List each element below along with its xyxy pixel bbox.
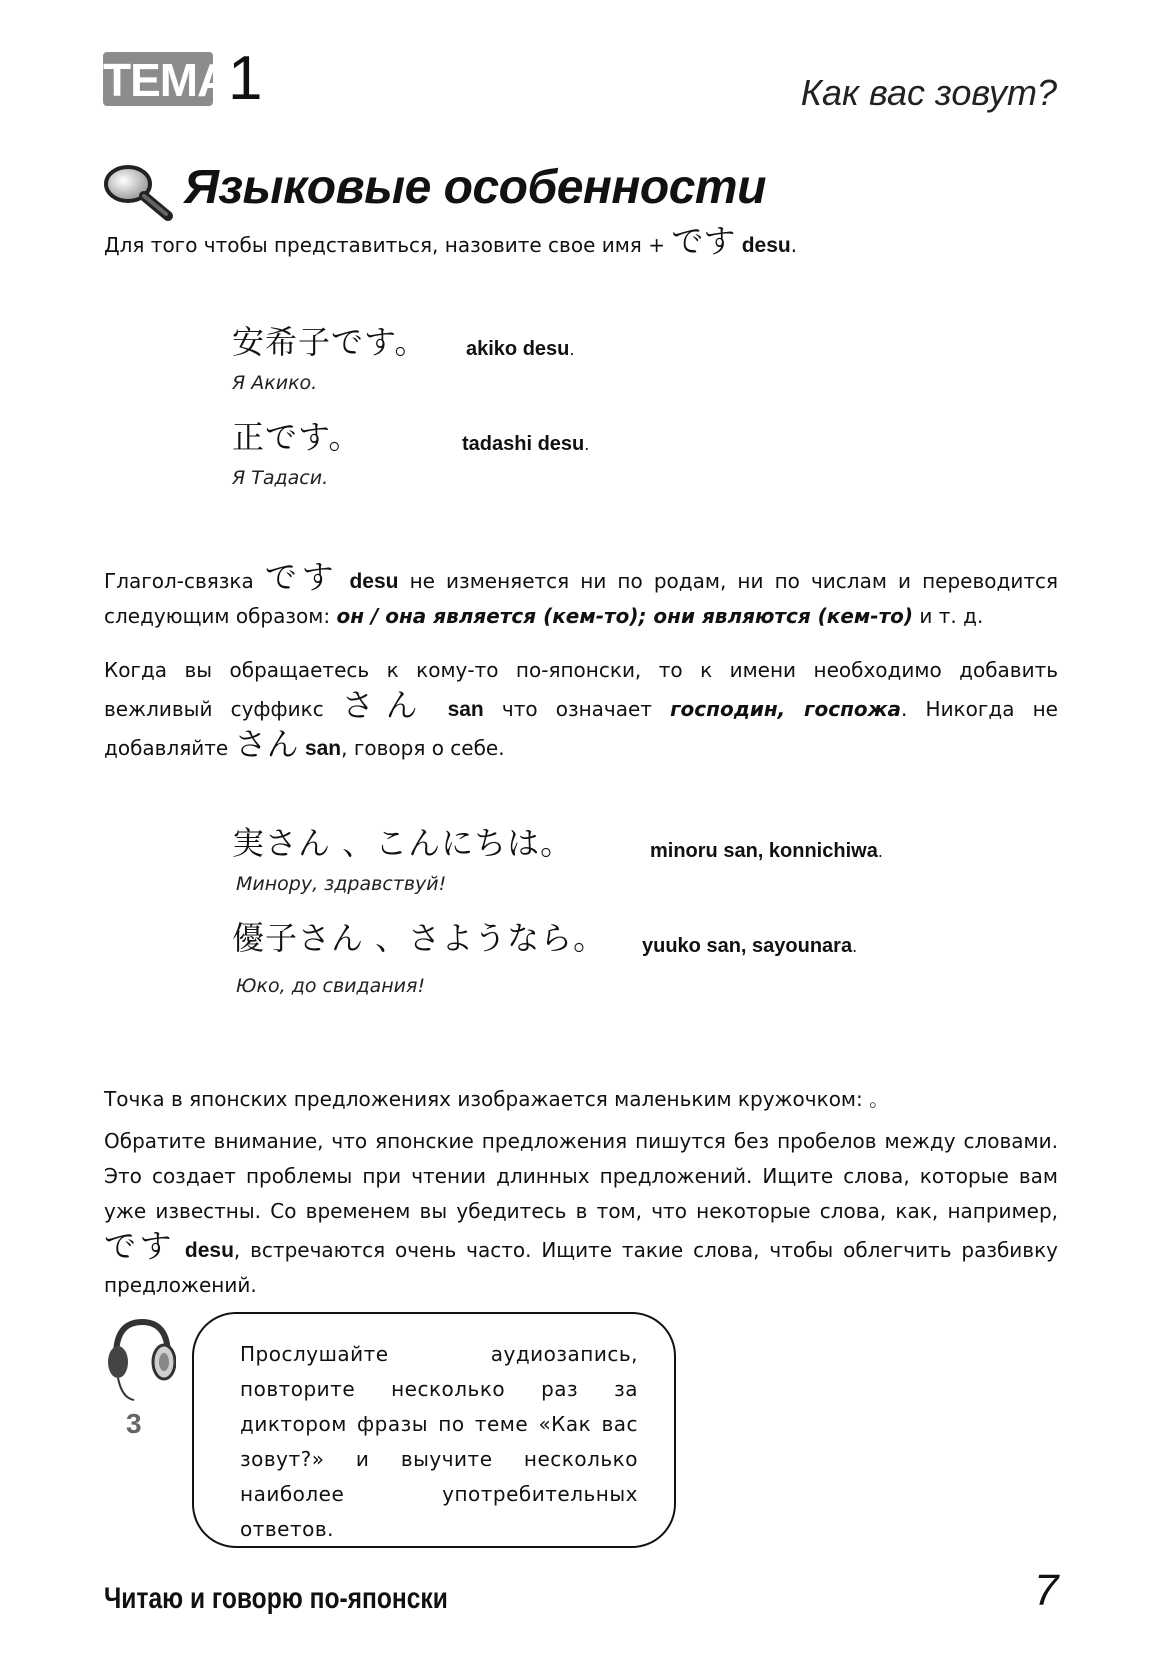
suffix-paragraph — [104, 653, 1058, 766]
example-dot: . — [584, 435, 590, 454]
example-romaji-line — [462, 433, 589, 456]
audio-track-number: 3 — [126, 1408, 142, 1439]
example-jp: 実さん 、こんにちは。 — [232, 824, 574, 862]
example-romaji-line — [642, 935, 857, 958]
example-translation: Юко, до свидания! — [236, 975, 426, 997]
example-dot: . — [569, 340, 575, 359]
example-dot: . — [852, 937, 858, 956]
topic-badge: ТЕМА — [103, 54, 230, 106]
suffix-emphasis: господин, госпожа — [670, 697, 902, 721]
text: , встречаются очень часто. Ищите такие слова, чтобы облегчить разбивку предложений. — [104, 1238, 1058, 1297]
example-romaji-line — [650, 840, 883, 863]
topic-title: Как вас зовут? — [800, 72, 1057, 113]
intro-text: Для того чтобы представиться, назовите свое имя + — [104, 233, 672, 257]
spaces-jp: です — [104, 1227, 176, 1265]
text: Когда вы обращаетесь к кому-то по-японски, то к имени необходимо добавить вежливый суффикс — [104, 658, 1058, 721]
copula-paragraph — [104, 560, 1058, 634]
suffix-jp: さん — [234, 725, 299, 763]
text: Точка в японских предложениях изображается маленьким кружочком: — [104, 1087, 870, 1111]
example-jp: 安希子です。 — [232, 323, 428, 361]
text: Обратите внимание, что японские предложения пишутся без пробелов между словами. Это создает проблемы при чтении длинных предложений. Ищите слова, которые вам уже известны. Со временем вы убедитесь в том, что некоторые слова, как, например, — [104, 1129, 1058, 1223]
page-number: 7 — [1034, 1566, 1059, 1615]
text: Глагол-связка — [104, 569, 265, 593]
period-mark: 。 — [869, 1087, 890, 1111]
text: что означает — [483, 697, 671, 721]
example-romaji: tadashi desu — [462, 433, 585, 455]
section-title: Языковые особенности — [184, 161, 766, 214]
example-jp: 正です。 — [232, 418, 362, 456]
magnifier-icon — [102, 162, 174, 224]
book-title: Читаю и говорю по-японски — [104, 1582, 448, 1615]
copula-emphasis: он / она является (кем-то); они являются (кем-то) — [336, 604, 914, 628]
example-jp: 優子さん 、さようなら。 — [232, 919, 607, 957]
intro-end: . — [790, 233, 798, 257]
example-translation: Я Тадаси. — [232, 467, 329, 489]
text: . Никогда не добавляйте — [104, 697, 1058, 760]
intro-paragraph — [104, 224, 1058, 263]
text: не изменяется ни по родам, ни по числам и переводится следующим образом: — [104, 569, 1059, 628]
example-romaji: minoru san, konnichiwa — [650, 840, 878, 862]
text: и т. д. — [913, 604, 984, 628]
text: , говоря о себе. — [341, 736, 505, 760]
example-translation: Минору, здравствуй! — [236, 873, 447, 895]
intro-jp: です — [671, 222, 736, 260]
spaces-paragraph — [104, 1124, 1058, 1303]
suffix-romaji: san — [447, 698, 484, 721]
audio-instruction: Прослушайте аудиозапись, повторите несколько раз за диктором фразы по теме «Как вас зовут?» и выучите несколько наиболее употребительных ответов. — [240, 1342, 638, 1541]
topic-number: 1 — [228, 44, 263, 113]
period-paragraph — [104, 1082, 1058, 1117]
suffix-jp: さん — [341, 686, 430, 724]
example-translation: Я Акико. — [232, 372, 318, 394]
example-romaji: yuuko san, sayounara — [642, 935, 853, 957]
intro-romaji: desu — [741, 234, 791, 257]
example-romaji-line — [466, 338, 574, 361]
spaces-romaji: desu — [184, 1239, 234, 1262]
example-dot: . — [877, 842, 883, 861]
example-romaji: akiko desu — [466, 338, 570, 360]
suffix-romaji: san — [304, 737, 342, 760]
copula-romaji: desu — [349, 570, 399, 593]
copula-jp: です — [264, 558, 339, 596]
